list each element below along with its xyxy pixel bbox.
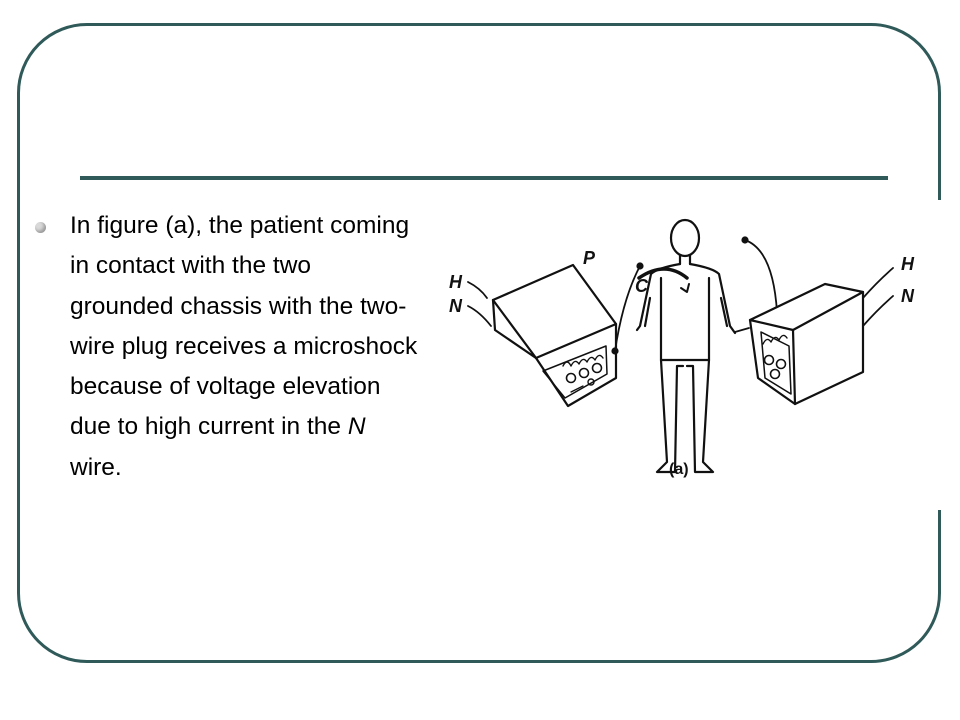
bullet-text-part-2: wire. [70,453,122,481]
bullet-text-part-1: In figure (a), the patient coming in contact with the two grounded chassis with the two-wire plug receives a microshock because of voltage elevation due to high current in the [70,212,418,441]
patient-figure-icon [637,220,735,472]
c-lead-label: C [635,276,648,296]
bullet-text-italic: N [347,413,366,441]
right-n-label: N [901,286,914,306]
left-h-label: H [449,272,462,292]
left-n-label: N [449,296,462,316]
right-h-label: H [901,254,914,274]
right-chassis-icon [750,284,863,404]
title-rule [80,176,888,180]
figure-a-diagram [425,208,935,520]
figure-caption: (a) [669,461,689,478]
p-lead-label: P [583,248,596,268]
bullet-text [70,206,418,488]
bullet-icon [35,222,46,233]
left-chassis-icon [493,265,616,406]
